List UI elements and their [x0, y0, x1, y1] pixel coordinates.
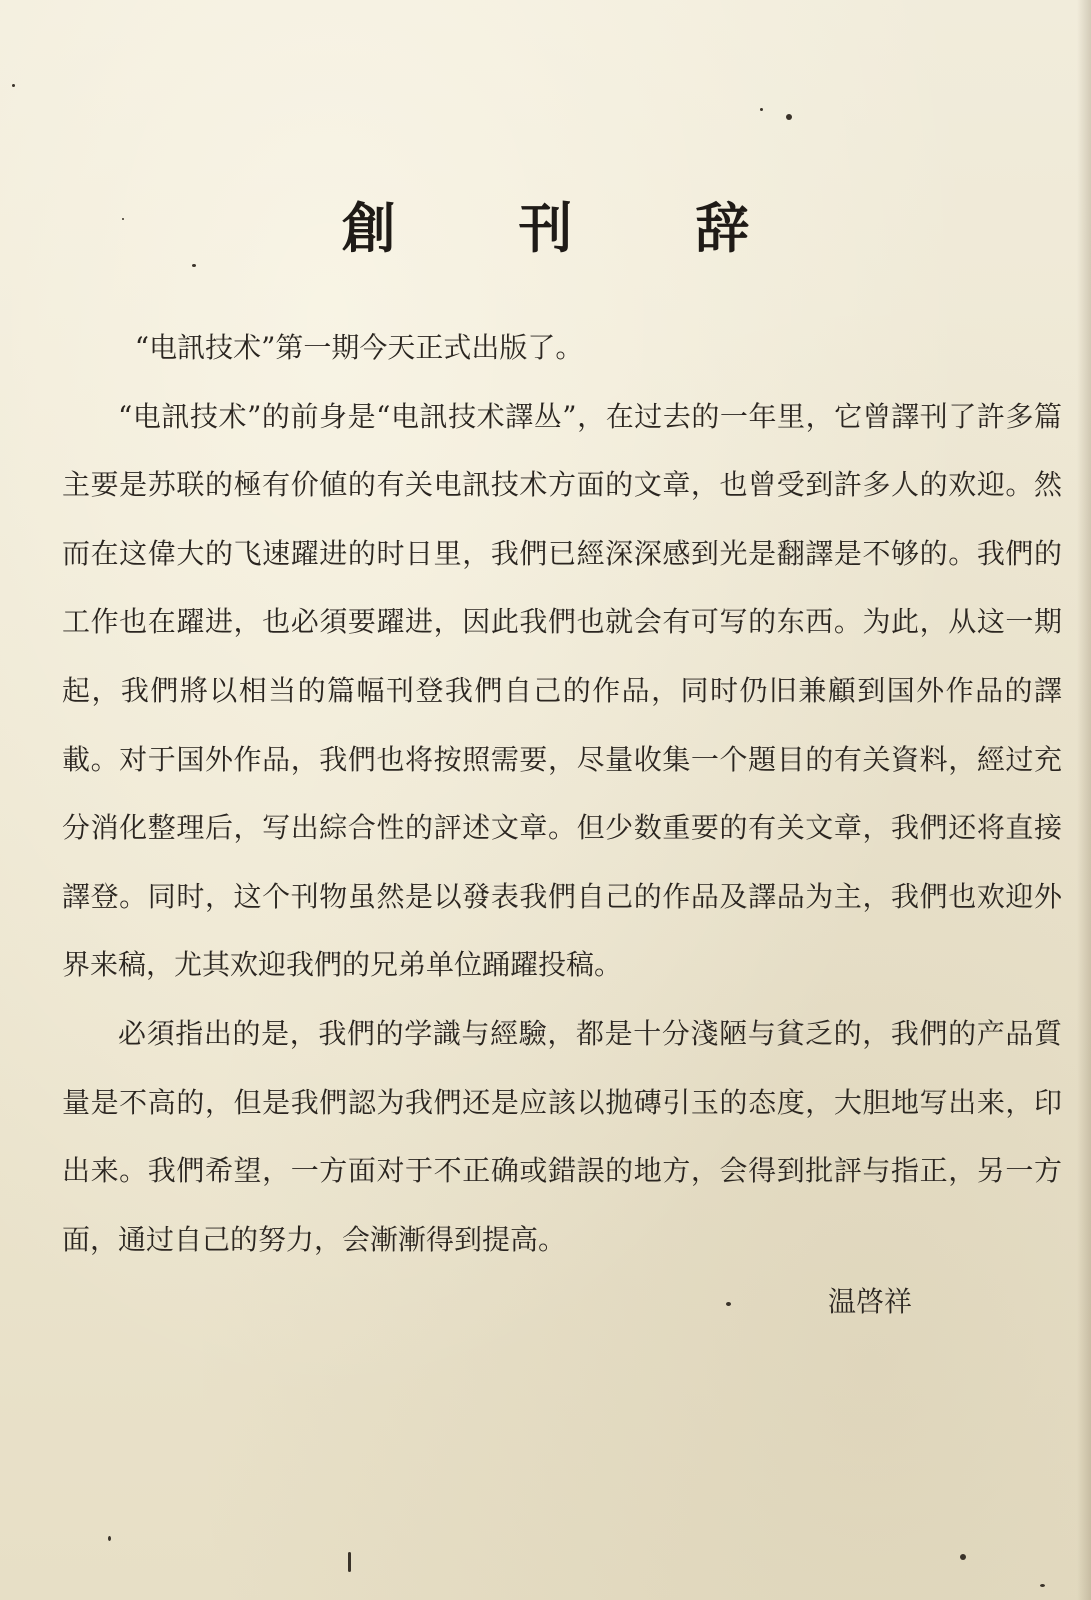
author-signature: 温啓祥	[828, 1285, 913, 1318]
paper-speck	[12, 84, 15, 87]
page-title: 創 刊 辞	[341, 196, 802, 260]
paper-speck	[108, 1536, 111, 1541]
paper-speck	[726, 1302, 731, 1306]
paragraph-intro: “电訊技术”第一期今天正式出版了。	[134, 331, 584, 364]
paper-speck	[786, 114, 792, 120]
paper-speck	[960, 1554, 966, 1560]
paper-speck	[192, 264, 196, 267]
paragraph-closing: 必須指出的是，我們的学識与經驗，都是十分淺陋与貧乏的，我們的产品質量是不高的，但是我們認为我們还是应該以拋磚引玉的态度，大胆地写出来，印出来。我們希望，一方面对于不正确或錯誤的地方，会得到批評与指正，另一方面，通过自己的努力，会漸漸得到提高。	[62, 1016, 1062, 1256]
paper-speck	[1040, 1584, 1045, 1587]
article-body	[62, 314, 1062, 1274]
paragraph-history: “电訊技术”的前身是“电訊技术譯丛”，在过去的一年里，它曾譯刊了許多篇主要是苏联的極有价値的有关电訊技术方面的文章，也曾受到許多人的欢迎。然而在这偉大的飞速躍进的时日里，我們已經深深感到光是翻譯是不够的。我們的工作也在躍进，也必須要躍进，因此我們也就会有可写的东西。为此，从这一期起，我們將以相当的篇幅刊登我們自己的作品，同时仍旧兼顧到国外作品的譯載。对于国外作品，我們也将按照需要，尽量收集一个題目的有关資料，經过充分消化整理后，写出綜合性的評述文章。但少数重要的有关文章，我們还将直接譯登。同时，这个刊物虽然是以發表我們自己的作品及譯品为主，我們也欢迎外界来稿，尤其欢迎我們的兄弟单位踊躍投稿。	[62, 399, 1062, 982]
paper-speck	[348, 1552, 351, 1572]
paper-speck	[760, 108, 763, 111]
